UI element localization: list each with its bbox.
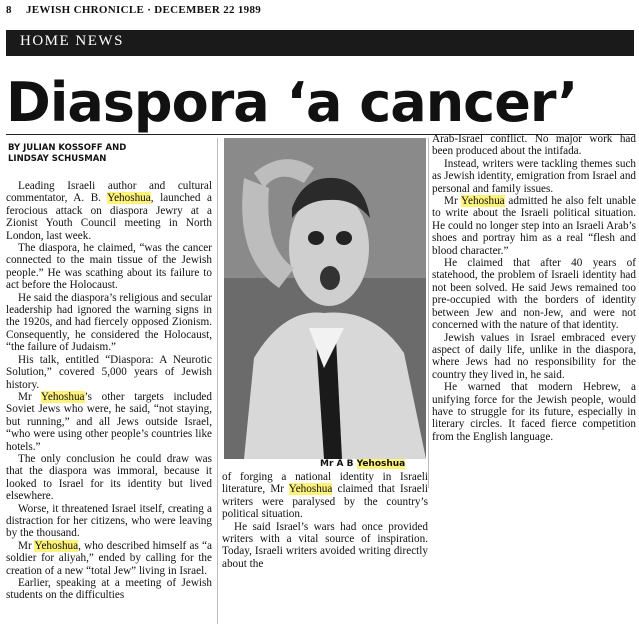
paragraph: Mr Yehoshua, who described himself as “a soldier for aliyah,” ended by calling for the creation of a new “total Jew” living in Israel. — [6, 539, 212, 577]
photo-caption: Mr A B Yehoshua — [320, 459, 406, 469]
article-column-2 — [222, 471, 428, 570]
paragraph: Arab-Israel conflict. No major work had been produced about the intifada. — [432, 133, 636, 158]
masthead — [6, 4, 261, 16]
highlighted-name: Yehoshua — [40, 390, 85, 403]
paragraph: of forging a national identity in Israeli literature, Mr Yehoshua claimed that Israeli writers were paralysed by the country’s political situation. — [222, 471, 428, 521]
paragraph: Jewish values in Israel embraced every aspect of daily life, unlike in the diaspora, where Jews had no responsibility for the country they lived in, he said. — [432, 331, 636, 381]
article-column-1 — [6, 180, 212, 602]
headline: Diaspora ‘a cancer’ — [6, 71, 578, 134]
paragraph: Leading Israeli author and cultural commentator, A. B. Yehoshua, launched a ferocious attack on diaspora Jewry at a Zionist Youth Council meeting in North London, last week. — [6, 180, 212, 242]
paragraph: Instead, writers were tackling themes such as Jewish identity, emigration from Israel and personal and family issues. — [432, 157, 637, 195]
paragraph: Mr Yehoshua admitted he also felt unable to write about the Israeli political situation. He could no longer step into an Israeli Arab’s shoes and portray him as a real “flesh and blood character.” — [432, 195, 636, 257]
paragraph: He warned that modern Hebrew, a unifying force for the Jewish people, would have to struggle for its future, especially in literary circles. It faced fierce competition from the English language. — [432, 381, 636, 443]
paragraph: Worse, it threatened Israel itself, creating a distraction for her citizens, who were leaving by the thousand. — [6, 502, 212, 540]
paragraph: The only conclusion he could draw was that the diaspora was immoral, because it looked to Israel for its identity but lived elsewhere. — [6, 452, 212, 503]
portrait-illustration — [224, 138, 426, 459]
paragraph: Earlier, speaking at a meeting of Jewish students on the difficulties — [6, 577, 212, 602]
portrait-photo — [224, 138, 426, 459]
highlighted-name: Yehoshua — [461, 195, 505, 208]
section-title: HOME NEWS — [20, 33, 124, 49]
paragraph: He said the diaspora’s religious and secular leadership had ignored the warning signs in the 1920s, and had fiercely opposed Zionism. Consequently, he considered the Holocaust, “the failure of Judaism.” — [6, 291, 212, 354]
highlighted-name: Yehoshua — [34, 539, 79, 552]
highlighted-name: Yehoshua — [356, 459, 406, 469]
article-column-3 — [432, 133, 636, 443]
column-divider — [428, 138, 429, 488]
highlighted-name: Yehoshua — [288, 483, 333, 496]
byline-line: LINDSAY SCHUSMAN — [8, 154, 107, 164]
masthead-separator: · — [147, 4, 152, 16]
paragraph: He claimed that after 40 years of statehood, the problem of Israeli identity had not been solved. He said Jews remained too pre-occupied with the borders of identity between Jew and non-Jew, and were not concerned with the nature of that identity. — [432, 257, 636, 332]
byline-line: BY JULIAN KOSSOFF AND — [8, 143, 127, 153]
paragraph: He said Israel’s wars had once provided writers with a vital source of inspiration. Today, Israeli writers avoided writing directly about the — [222, 520, 428, 570]
paragraph: His talk, entitled “Diaspora: A Neurotic Solution,” covered 5,000 years of Jewish history. — [6, 353, 212, 391]
column-divider — [217, 138, 218, 624]
paragraph: Mr Yehoshua’s other targets included Soviet Jews who were, he said, “not staying, but running,” and all Jews outside Israel, “who were using other people’s countries like hotels.” — [6, 390, 212, 453]
page-number: 8 — [6, 4, 12, 16]
highlighted-name: Yehoshua — [107, 192, 151, 205]
issue-date: DECEMBER 22 1989 — [154, 4, 262, 16]
paragraph: The diaspora, he claimed, “was the cancer connected to the main tissue of the Jewish people.” He was scathing about its failure to act before the Holocaust. — [6, 242, 212, 292]
paper-name: JEWISH CHRONICLE — [25, 4, 145, 16]
byline — [8, 143, 126, 165]
